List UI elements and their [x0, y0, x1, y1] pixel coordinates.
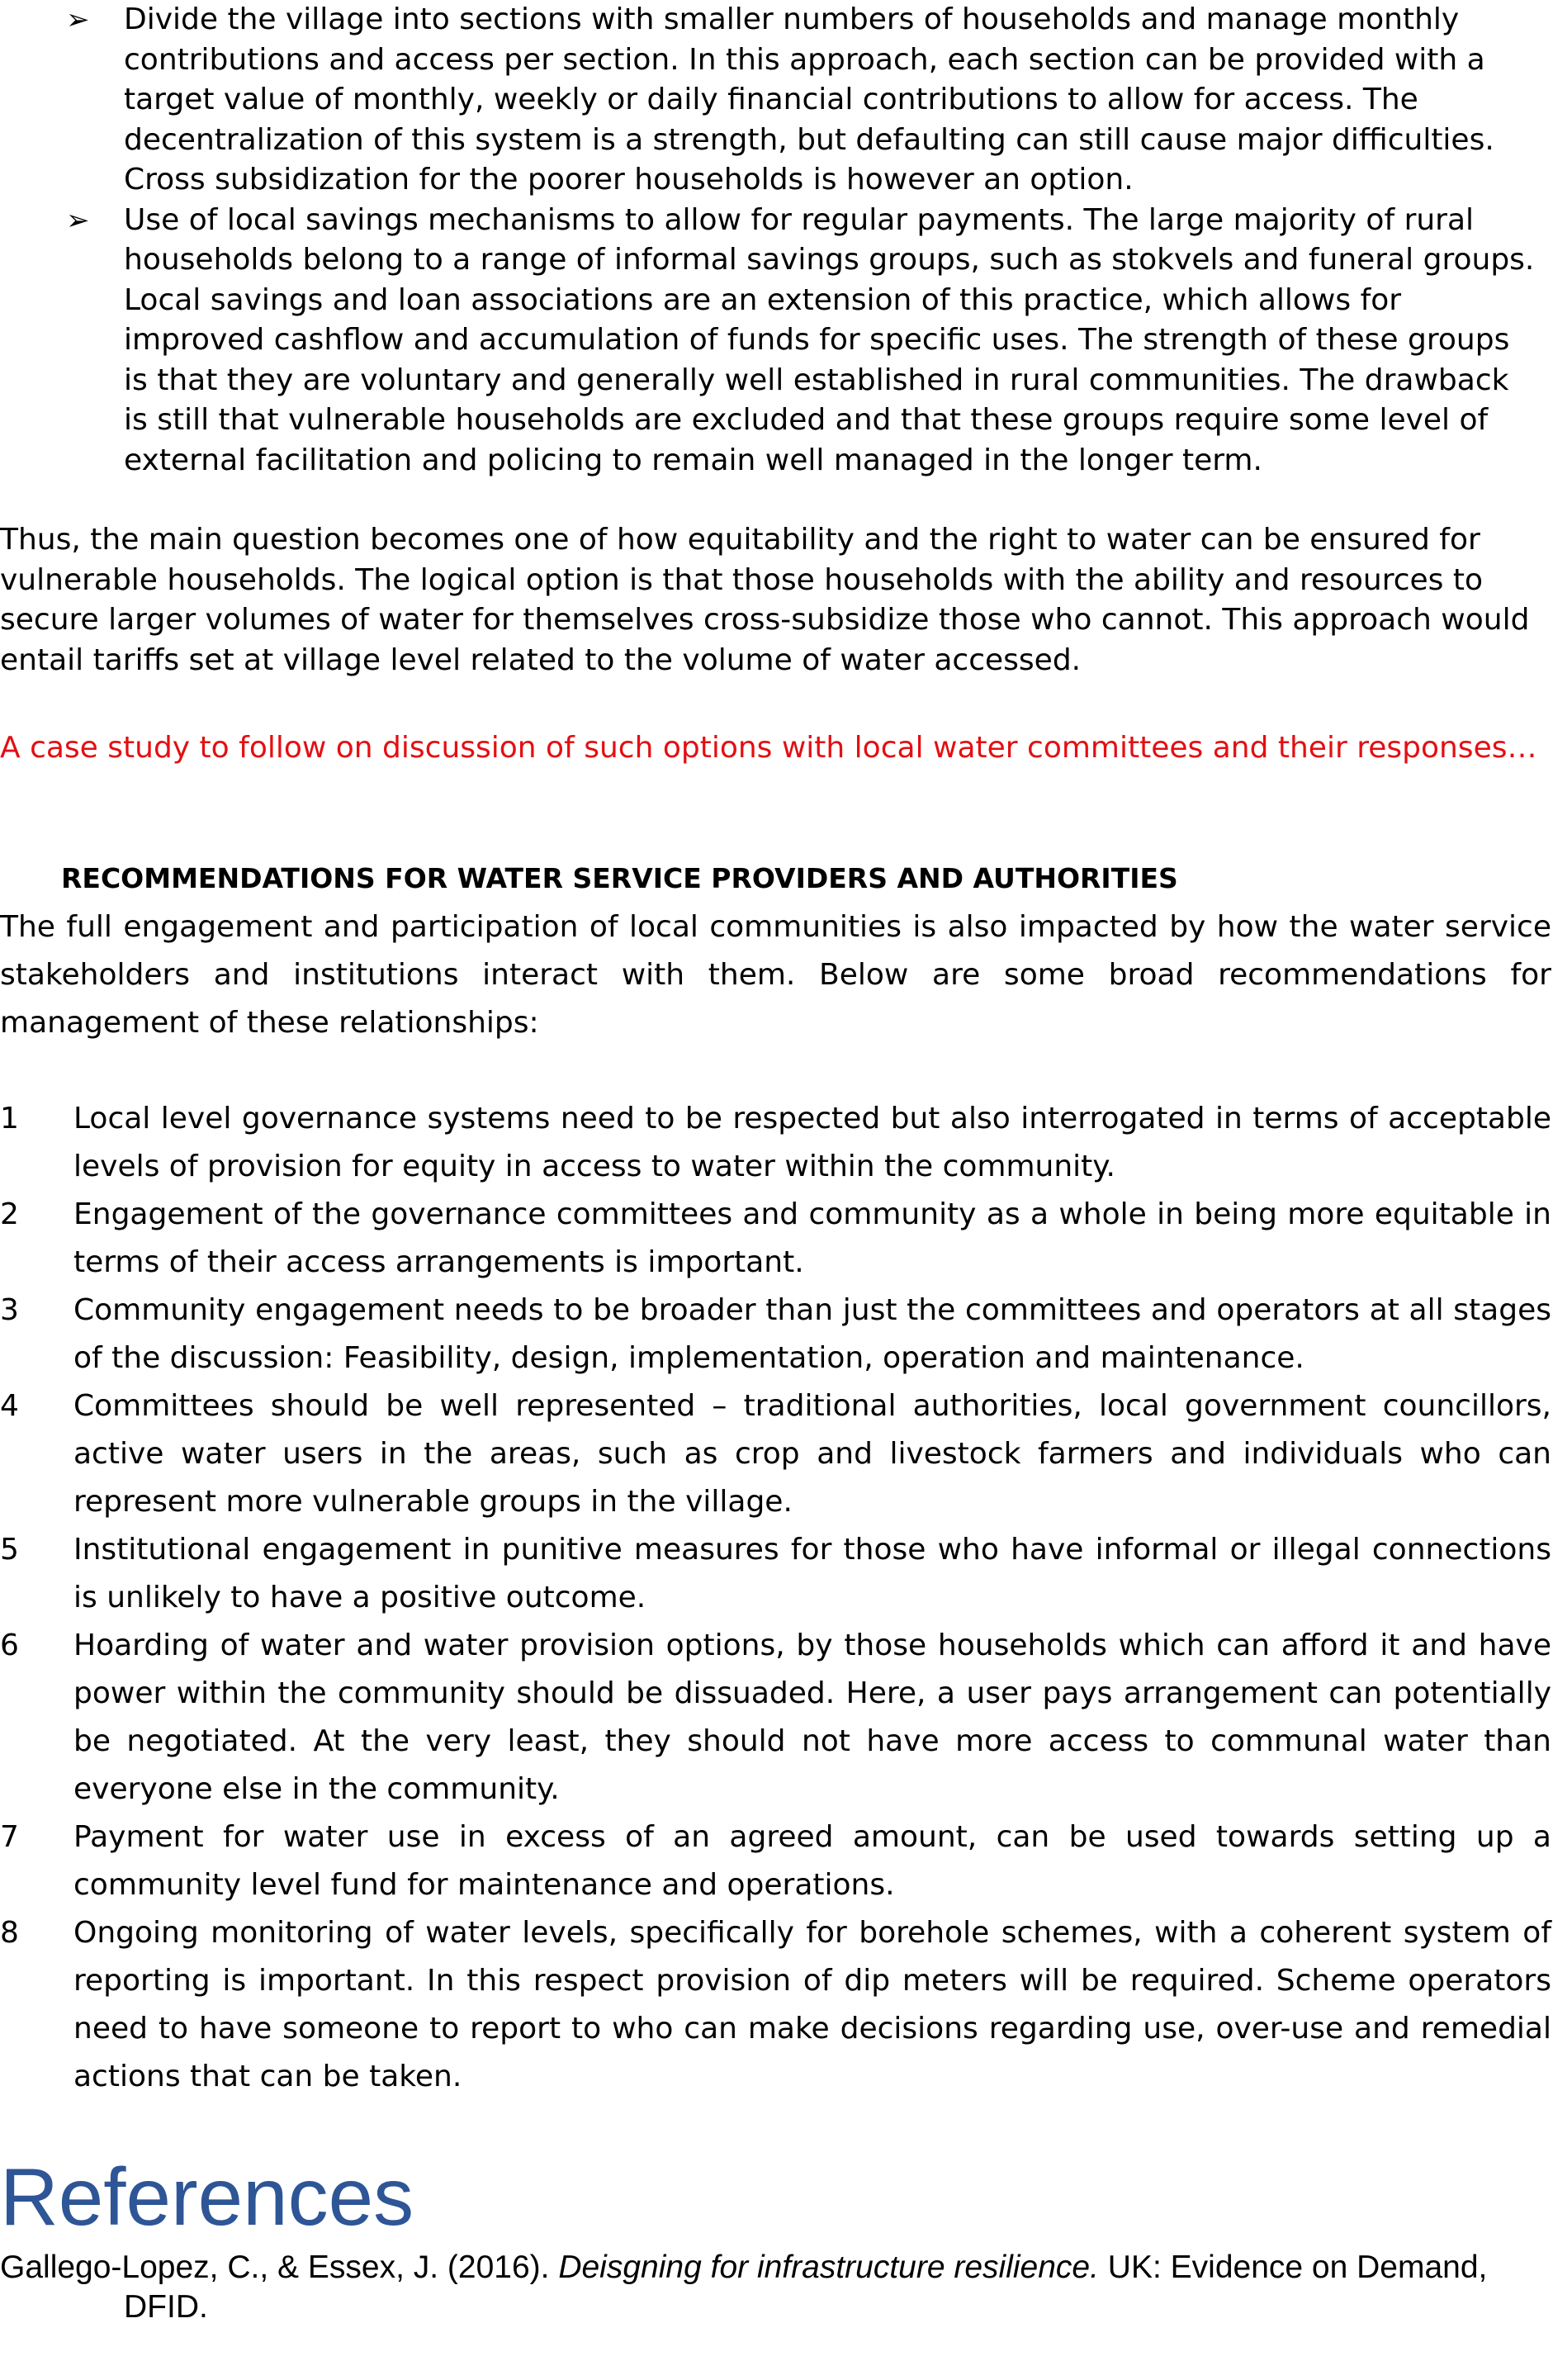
list-item-number: 5	[0, 1533, 19, 1567]
arrow-bullet-icon: ➢	[66, 203, 90, 237]
reference-entry	[0, 2248, 1544, 2327]
case-study-note: A case study to follow on discussion of such options with local water committees and their responses…	[0, 731, 1537, 765]
bullet-text: Use of local savings mechanisms to allow for regular payments. The large majority of rural households belong to a range of informal savings groups, such as stokvels and funeral groups. Local savings and loan associations are an extension of this practice, which allows for improved cashflow and accumulation of funds for specific uses. The strength of these groups is that they are voluntary and generally well established in rural communities. The drawback is still that vulnerable households are excluded and that these groups require some level of external facilitation and policing to remain well managed in the longer term.	[124, 202, 1535, 477]
list-item-number: 3	[0, 1293, 19, 1327]
list-item-number: 2	[0, 1197, 19, 1231]
list-item	[0, 1287, 1551, 1382]
bullet-text: Divide the village into sections with smaller numbers of households and manage monthly contributions and access per section. In this approach, each section can be provided with a target value of monthly, weekly or daily financial contributions to allow for access. The decentralization of this system is a strength, but defaulting can still cause major difficulties. Cross subsidization for the poorer households is however an option.	[124, 2, 1494, 197]
list-item-number: 1	[0, 1102, 19, 1135]
list-item	[0, 1191, 1551, 1287]
section-heading: RECOMMENDATIONS FOR WATER SERVICE PROVIDERS AND AUTHORITIES	[61, 862, 1178, 894]
list-item	[0, 1622, 1551, 1813]
list-item-text: Hoarding of water and water provision options, by those households which can afford it and have power within the community should be dissuaded. Here, a user pays arrangement can potentially be negotiated. At the very least, they should not have more access to communal water than everyone else in the community.	[73, 1629, 1551, 1806]
reference-authors: Gallego-Lopez, C., & Essex, J. (2016).	[0, 2250, 550, 2285]
list-item	[0, 1813, 1551, 1909]
reference-publisher: UK: Evidence on Demand, DFID.	[124, 2250, 1488, 2325]
list-item-number: 8	[0, 1916, 19, 1950]
list-item-text: Local level governance systems need to be respected but also interrogated in terms of acceptable levels of provision for equity in access to water within the community.	[73, 1102, 1551, 1183]
paragraph-equitability: Thus, the main question becomes one of how equitability and the right to water can be ensured for vulnerable households. The logical option is that those households with the ability and resources to secure larger volumes of water for themselves cross-subsidize those who cannot. This approach would entail tariffs set at village level related to the volume of water accessed.	[0, 523, 1530, 677]
section-intro: The full engagement and participation of local communities is also impacted by how the water service stakeholders and institutions interact with them. Below are some broad recommendations for management of these relationships:	[0, 910, 1551, 1040]
list-item	[0, 1526, 1551, 1622]
list-item-number: 4	[0, 1389, 19, 1423]
list-item	[0, 1909, 1551, 2101]
arrow-bullet-icon: ➢	[66, 3, 90, 36]
list-item-number: 6	[0, 1629, 19, 1662]
list-item-text: Committees should be well represented – traditional authorities, local government councillors, active water users in the areas, such as crop and livestock farmers and individuals who can represent more vulnerable groups in the village.	[73, 1389, 1551, 1519]
bullet-item	[0, 201, 1553, 481]
list-item-number: 7	[0, 1820, 19, 1854]
bullet-list	[0, 0, 1553, 481]
list-item-text: Community engagement needs to be broader than just the committees and operators at all stages of the discussion: Feasibility, design, implementation, operation and maintenance.	[73, 1293, 1551, 1375]
list-item	[0, 1095, 1551, 1191]
list-item-text: Payment for water use in excess of an agreed amount, can be used towards setting up a community level fund for maintenance and operations.	[73, 1820, 1551, 1902]
list-item-text: Engagement of the governance committees and community as a whole in being more equitable in terms of their access arrangements is important.	[73, 1197, 1551, 1279]
reference-title: Deisgning for infrastructure resilience.	[558, 2250, 1099, 2285]
list-item-text: Institutional engagement in punitive measures for those who have informal or illegal connections is unlikely to have a positive outcome.	[73, 1533, 1551, 1614]
recommendations-list	[0, 1095, 1551, 2101]
list-item	[0, 1382, 1551, 1526]
list-item-text: Ongoing monitoring of water levels, specifically for borehole schemes, with a coherent system of reporting is important. In this respect provision of dip meters will be required. Scheme operators need to have someone to report to who can make decisions regarding use, over-use and remedial actions that can be taken.	[73, 1916, 1551, 2093]
references-heading: References	[0, 2151, 414, 2242]
bullet-item	[0, 0, 1553, 201]
